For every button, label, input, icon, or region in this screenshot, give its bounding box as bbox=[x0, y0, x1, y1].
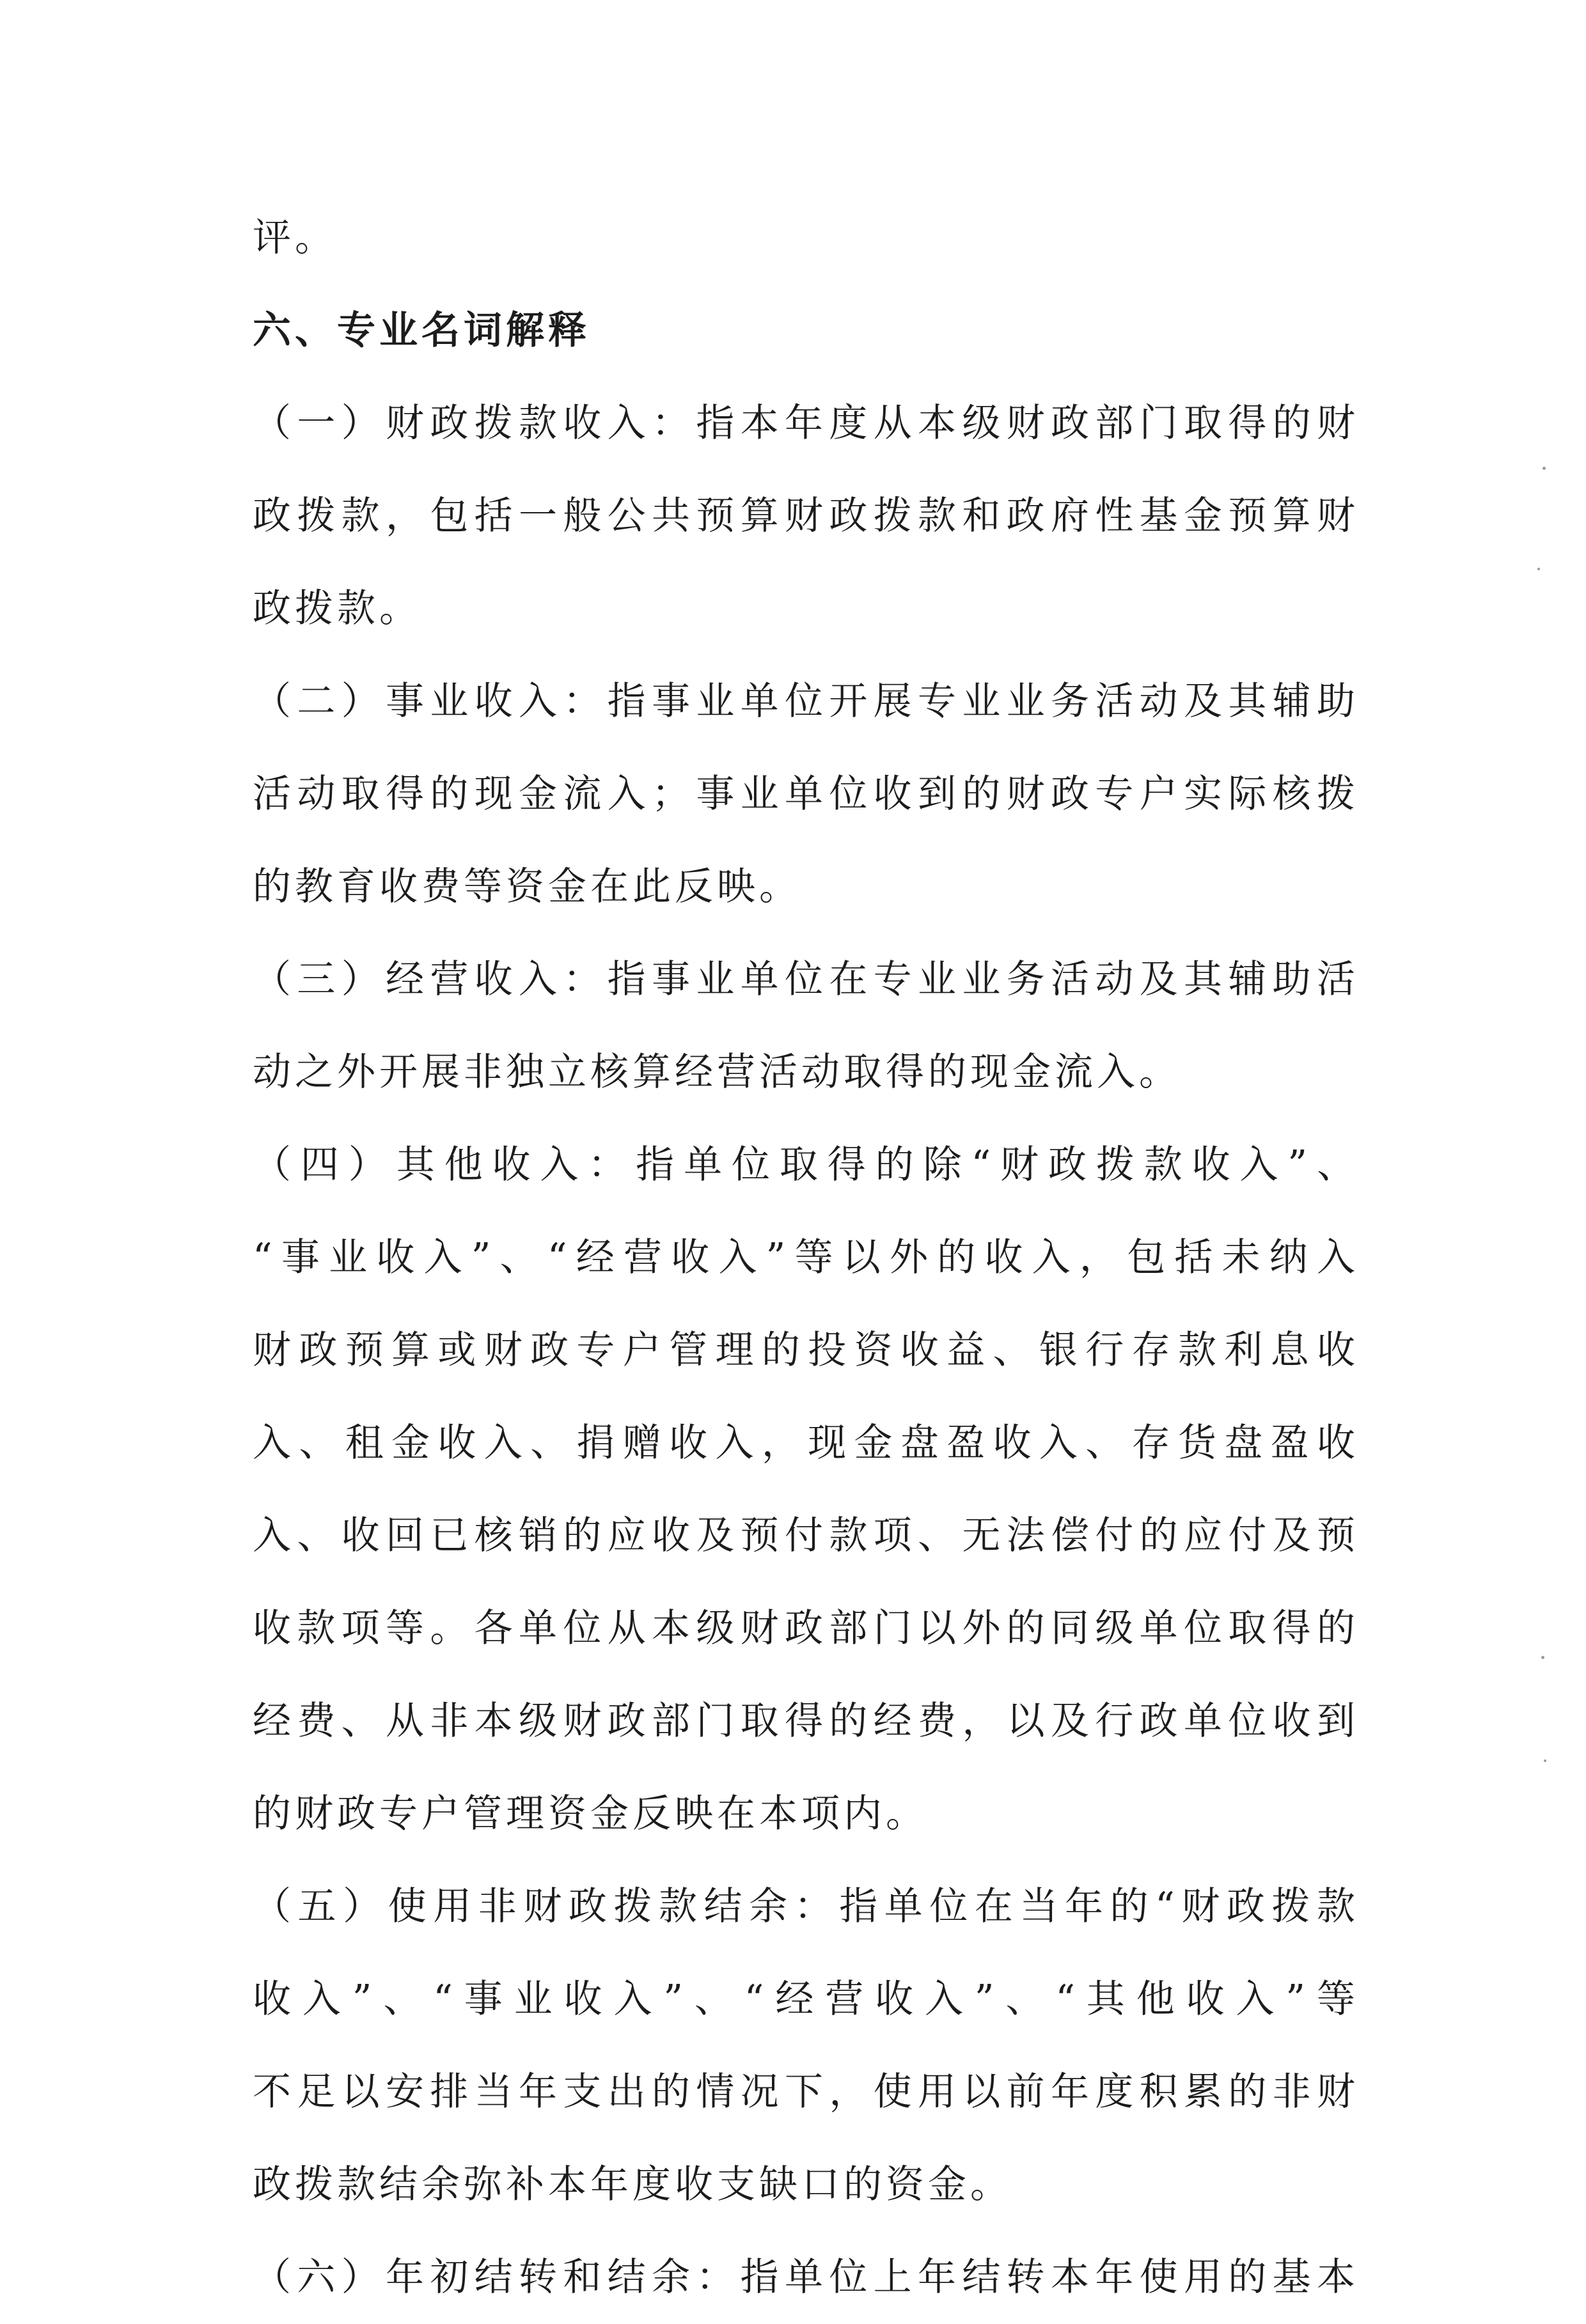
text-line: （三）经营收入：指事业单位在专业业务活动及其辅助活 bbox=[253, 957, 1359, 1002]
text-line: （四）其他收入：指单位取得的除“财政拨款收入”、 bbox=[253, 1143, 1359, 1187]
text-line: 收入”、“事业收入”、“经营收入”、“其他收入”等 bbox=[253, 1977, 1359, 2022]
text-line: 政拨款结余弥补本年度收支缺口的资金。 bbox=[253, 2162, 1012, 2207]
scan-speck bbox=[1543, 467, 1546, 470]
text-line: （一）财政拨款收入：指本年度从本级财政部门取得的财 bbox=[253, 401, 1359, 446]
text-line: （二）事业收入：指事业单位开展专业业务活动及其辅助 bbox=[253, 679, 1359, 724]
text-line: 入、收回已核销的应收及预付款项、无法偿付的应付及预 bbox=[253, 1513, 1359, 1558]
text-line: （五）使用非财政拨款结余：指单位在当年的“财政拨款 bbox=[253, 1884, 1359, 1929]
text-line: 的教育收费等资金在此反映。 bbox=[253, 864, 801, 909]
scan-speck bbox=[1537, 568, 1540, 570]
text-line: （六）年初结转和结余：指单位上年结转本年使用的基本 bbox=[253, 2255, 1359, 2300]
text-line: 活动取得的现金流入；事业单位收到的财政专户实际核拨 bbox=[253, 772, 1359, 816]
text-line: “事业收入”、“经营收入”等以外的收入，包括未纳入 bbox=[253, 1235, 1359, 1280]
text-line: 政拨款。 bbox=[253, 586, 421, 631]
text-line: 不足以安排当年支出的情况下，使用以前年度积累的非财 bbox=[253, 2070, 1359, 2114]
text-line: 评。 bbox=[253, 215, 337, 260]
section-heading: 六、专业名词解释 bbox=[253, 308, 590, 353]
text-line: 经费、从非本级财政部门取得的经费，以及行政单位收到 bbox=[253, 1699, 1359, 1743]
text-line: 入、租金收入、捐赠收入，现金盘盈收入、存货盘盈收 bbox=[253, 1421, 1359, 1465]
body-text bbox=[253, 192, 1359, 2324]
text-line: 动之外开展非独立核算经营活动取得的现金流入。 bbox=[253, 1050, 1181, 1095]
scan-speck bbox=[1541, 1656, 1544, 1659]
scan-speck bbox=[1544, 1759, 1546, 1762]
text-line: 的财政专户管理资金反映在本项内。 bbox=[253, 1791, 928, 1836]
text-line: 财政预算或财政专户管理的投资收益、银行存款利息收 bbox=[253, 1328, 1359, 1373]
text-line: 收款项等。各单位从本级财政部门以外的同级单位取得的 bbox=[253, 1606, 1359, 1651]
text-line: 政拨款，包括一般公共预算财政拨款和政府性基金预算财 bbox=[253, 494, 1359, 538]
